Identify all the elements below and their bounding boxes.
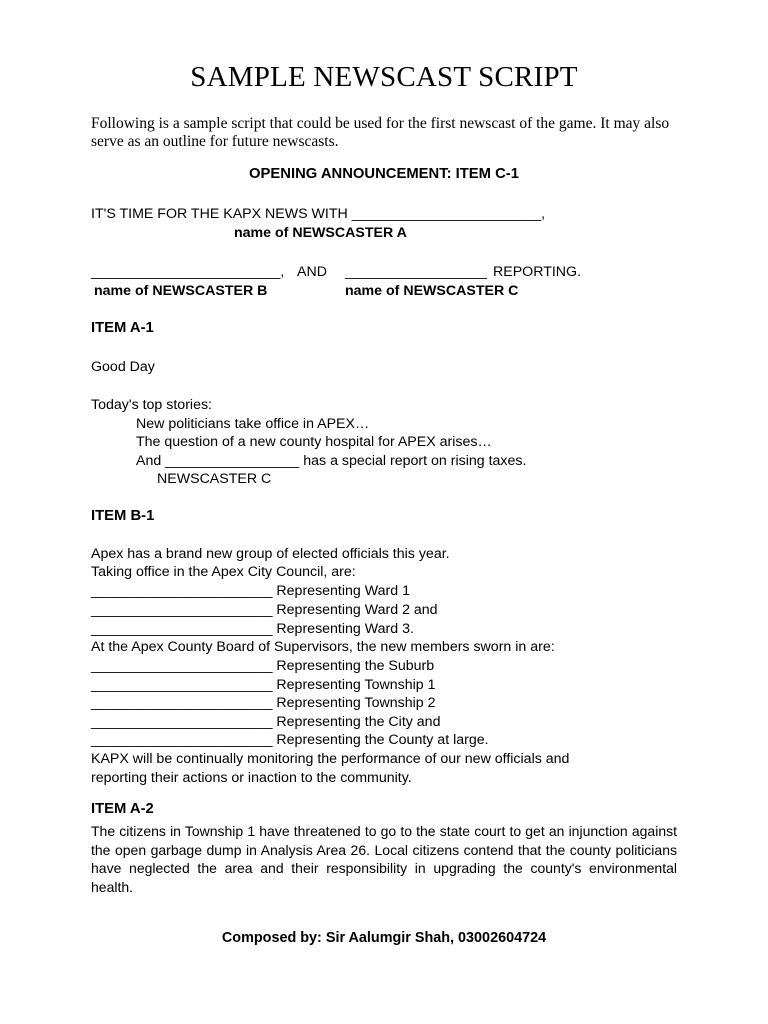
item-b1-line: _______________________ Representing the Suburb [91, 658, 435, 674]
opening-heading: OPENING ANNOUNCEMENT: ITEM C-1 [249, 166, 519, 182]
top-stories-label: Today's top stories: [91, 397, 212, 413]
item-b1-heading: ITEM B-1 [91, 508, 155, 524]
item-b1-line: _______________________ Representing Ward 1 [91, 583, 410, 599]
item-b1-line: At the Apex County Board of Supervisors, the new members sworn in are: [91, 639, 555, 655]
intro-paragraph: Following is a sample script that could be used for the first newscast of the game. It may also serve as an outline for future newscasts. [91, 115, 670, 150]
story-3: And _________________ has a special report on rising taxes. [136, 453, 527, 469]
item-b1-line: KAPX will be continually monitoring the performance of our new officials and [91, 751, 570, 767]
item-b1-line: Apex has a brand new group of elected officials this year. [91, 546, 450, 562]
item-b1-line: Taking office in the Apex City Council, are: [91, 564, 356, 580]
item-b1-line: _______________________ Representing Township 1 [91, 677, 436, 693]
reporting-word: REPORTING. [493, 264, 582, 280]
newscaster-b-blank: ________________________, [91, 264, 285, 280]
item-b1-line: _______________________ Representing the County at large. [91, 732, 489, 748]
item-b1-line: _______________________ Representing Township 2 [91, 695, 436, 711]
newscaster-c-label: name of NEWSCASTER C [345, 283, 519, 299]
item-a1-heading: ITEM A-1 [91, 320, 154, 336]
page-title: SAMPLE NEWSCAST SCRIPT [190, 61, 578, 93]
item-b1-line: _______________________ Representing Ward 2 and [91, 602, 438, 618]
story-1: New politicians take office in APEX… [136, 416, 370, 432]
composer-credit: Composed by: Sir Aalumgir Shah, 03002604724 [221, 930, 547, 946]
newscaster-b-label: name of NEWSCASTER B [94, 283, 268, 299]
item-b1-line: _______________________ Representing the City and [91, 714, 441, 730]
story-2: The question of a new county hospital for APEX arises… [136, 434, 492, 450]
item-b1-line: reporting their actions or inaction to the community. [91, 770, 412, 786]
item-a2-heading: ITEM A-2 [91, 801, 154, 817]
newscaster-a-label: name of NEWSCASTER A [234, 225, 407, 241]
story-3-label: NEWSCASTER C [157, 471, 272, 487]
and-word: AND [297, 264, 327, 280]
item-b1-line: _______________________ Representing Ward 3. [91, 621, 414, 637]
newscaster-c-blank: __________________ [345, 264, 488, 280]
opening-line-1: IT'S TIME FOR THE KAPX NEWS WITH ________________________, [91, 206, 546, 222]
item-a2-paragraph: The citizens in Township 1 have threatened to go to the state court to get an injunction against the open garbage dump in Analysis Area 26. Local citizens contend that the county politicians have neglected the area and their responsibility in upgrading the county's environmental health. [91, 823, 677, 896]
greeting: Good Day [91, 359, 155, 375]
